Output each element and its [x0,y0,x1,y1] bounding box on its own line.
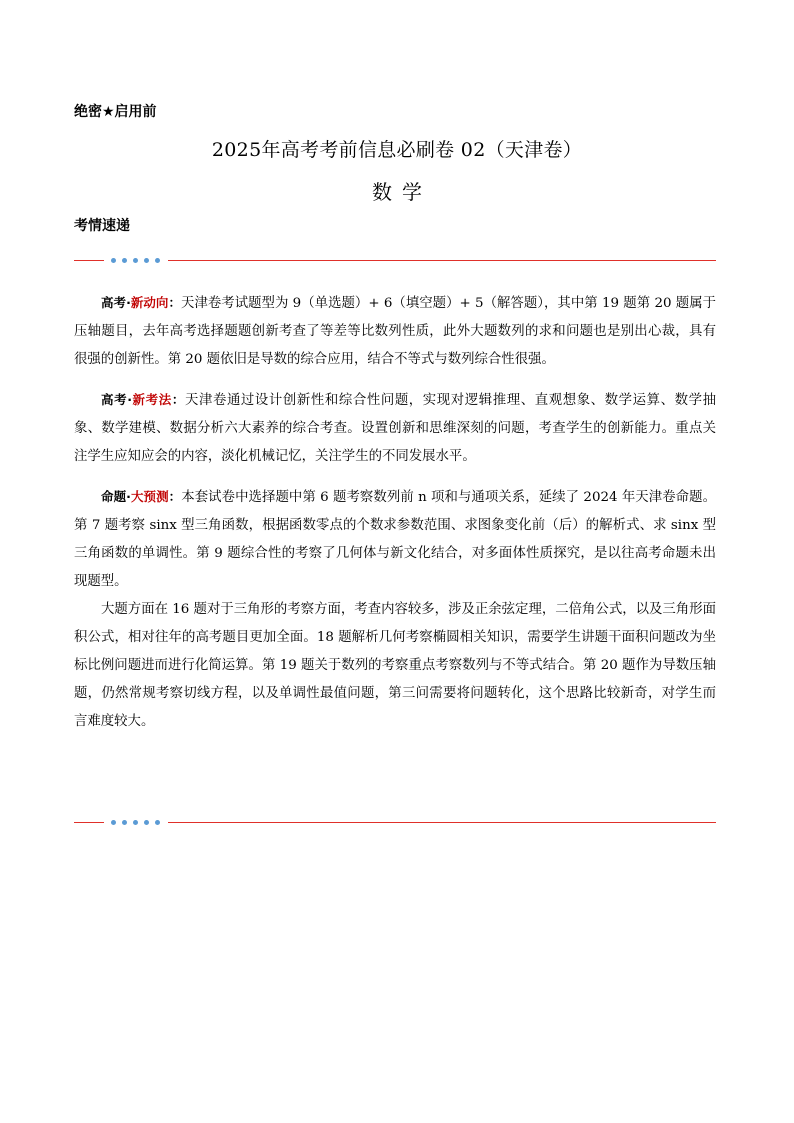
divider-line-left [74,260,104,261]
divider-dot [155,820,160,825]
divider-line-right [168,260,716,261]
divider-dot [111,820,116,825]
paragraph-label-separator: ： [168,489,182,504]
paragraph-text: 大题方面在 16 题对于三角形的考察方面，考查内容较多，涉及正余弦定理，二倍角公式，以及三角形面积公式，相对往年的高考题目更加全面。18 题解析几何考察椭圆相关知识，需要学生讲题干面积问题改为坐标比例问题进而进行化简运算。第 19 题关于数列的考察重点考察数列与不等式结合。第 20 题作为导数压轴题，仍然常规考察切线方程，以及单调性最值问题，第三问需要将问题转化，这个思路比较新奇，对学生而言难度较大。 [74,602,716,729]
divider-dot [122,258,127,263]
confidential-mark: 绝密★启用前 [74,104,157,120]
paragraph-label-highlight: 新考法 [131,392,172,407]
paragraph-new-method [74,386,716,471]
paragraph-label-highlight: 大预测 [130,489,169,504]
paragraph-label-separator: ： [168,295,182,310]
divider-line-left [74,822,104,823]
divider-dot [133,258,138,263]
top-divider [74,257,716,265]
bottom-divider [74,819,716,827]
paragraph-text: 天津卷考试题型为 9（单选题）+ 6（填空题）+ 5（解答题），其中第 19 题第 20 题属于压轴题目，去年高考选择题题创新考查了等差等比数列性质，此外大题数列的求和问题也是别出心裁，具有很强的创新性。第 20 题依旧是导数的综合应用，结合不等式与数列综合性很强。 [74,296,717,367]
subject-title: 数学 [372,180,432,204]
divider-dot [144,258,149,263]
divider-line-right [168,822,716,823]
exam-title: 2025年高考考前信息必刷卷 02（天津卷） [211,139,583,161]
paragraph-label-prefix: 高考· [101,392,132,407]
paragraph-prediction [74,483,716,596]
paragraph-major-questions [74,596,716,736]
divider-dot [144,820,149,825]
exam-analysis-body [74,289,716,736]
divider-dots [111,819,163,827]
paragraph-label-highlight: 新动向 [130,295,169,310]
divider-dot [155,258,160,263]
paragraph-new-trend [74,289,716,374]
paragraph-label-separator: ： [171,392,185,407]
divider-dots [111,257,163,265]
section-heading: 考情速递 [74,218,130,234]
paragraph-text: 本套试卷中选择题中第 6 题考察数列前 n 项和与通项关系，延续了 2024 年天津卷命题。第 7 题考察 sinx 型三角函数，根据函数零点的个数求参数范围、求图象变化前（后）的解析式、求 sinx 型三角函数的单调性。第 9 题综合性的考察了几何体与新文化结合，对多面体性质探究，是以往高考命题未出现题型。 [74,490,716,589]
divider-dot [133,820,138,825]
paragraph-text: 天津卷通过设计创新性和综合性问题，实现对逻辑推理、直观想象、数学运算、数学抽象、数学建模、数据分析六大素养的综合考查。设置创新和思维深刻的问题，考查学生的创新能力。重点关注学生应知应会的内容，淡化机械记忆，关注学生的不同发展水平。 [74,393,716,464]
divider-dot [122,820,127,825]
paragraph-label-prefix: 高考· [101,295,131,310]
divider-dot [111,258,116,263]
paragraph-label-prefix: 命题· [101,489,131,504]
